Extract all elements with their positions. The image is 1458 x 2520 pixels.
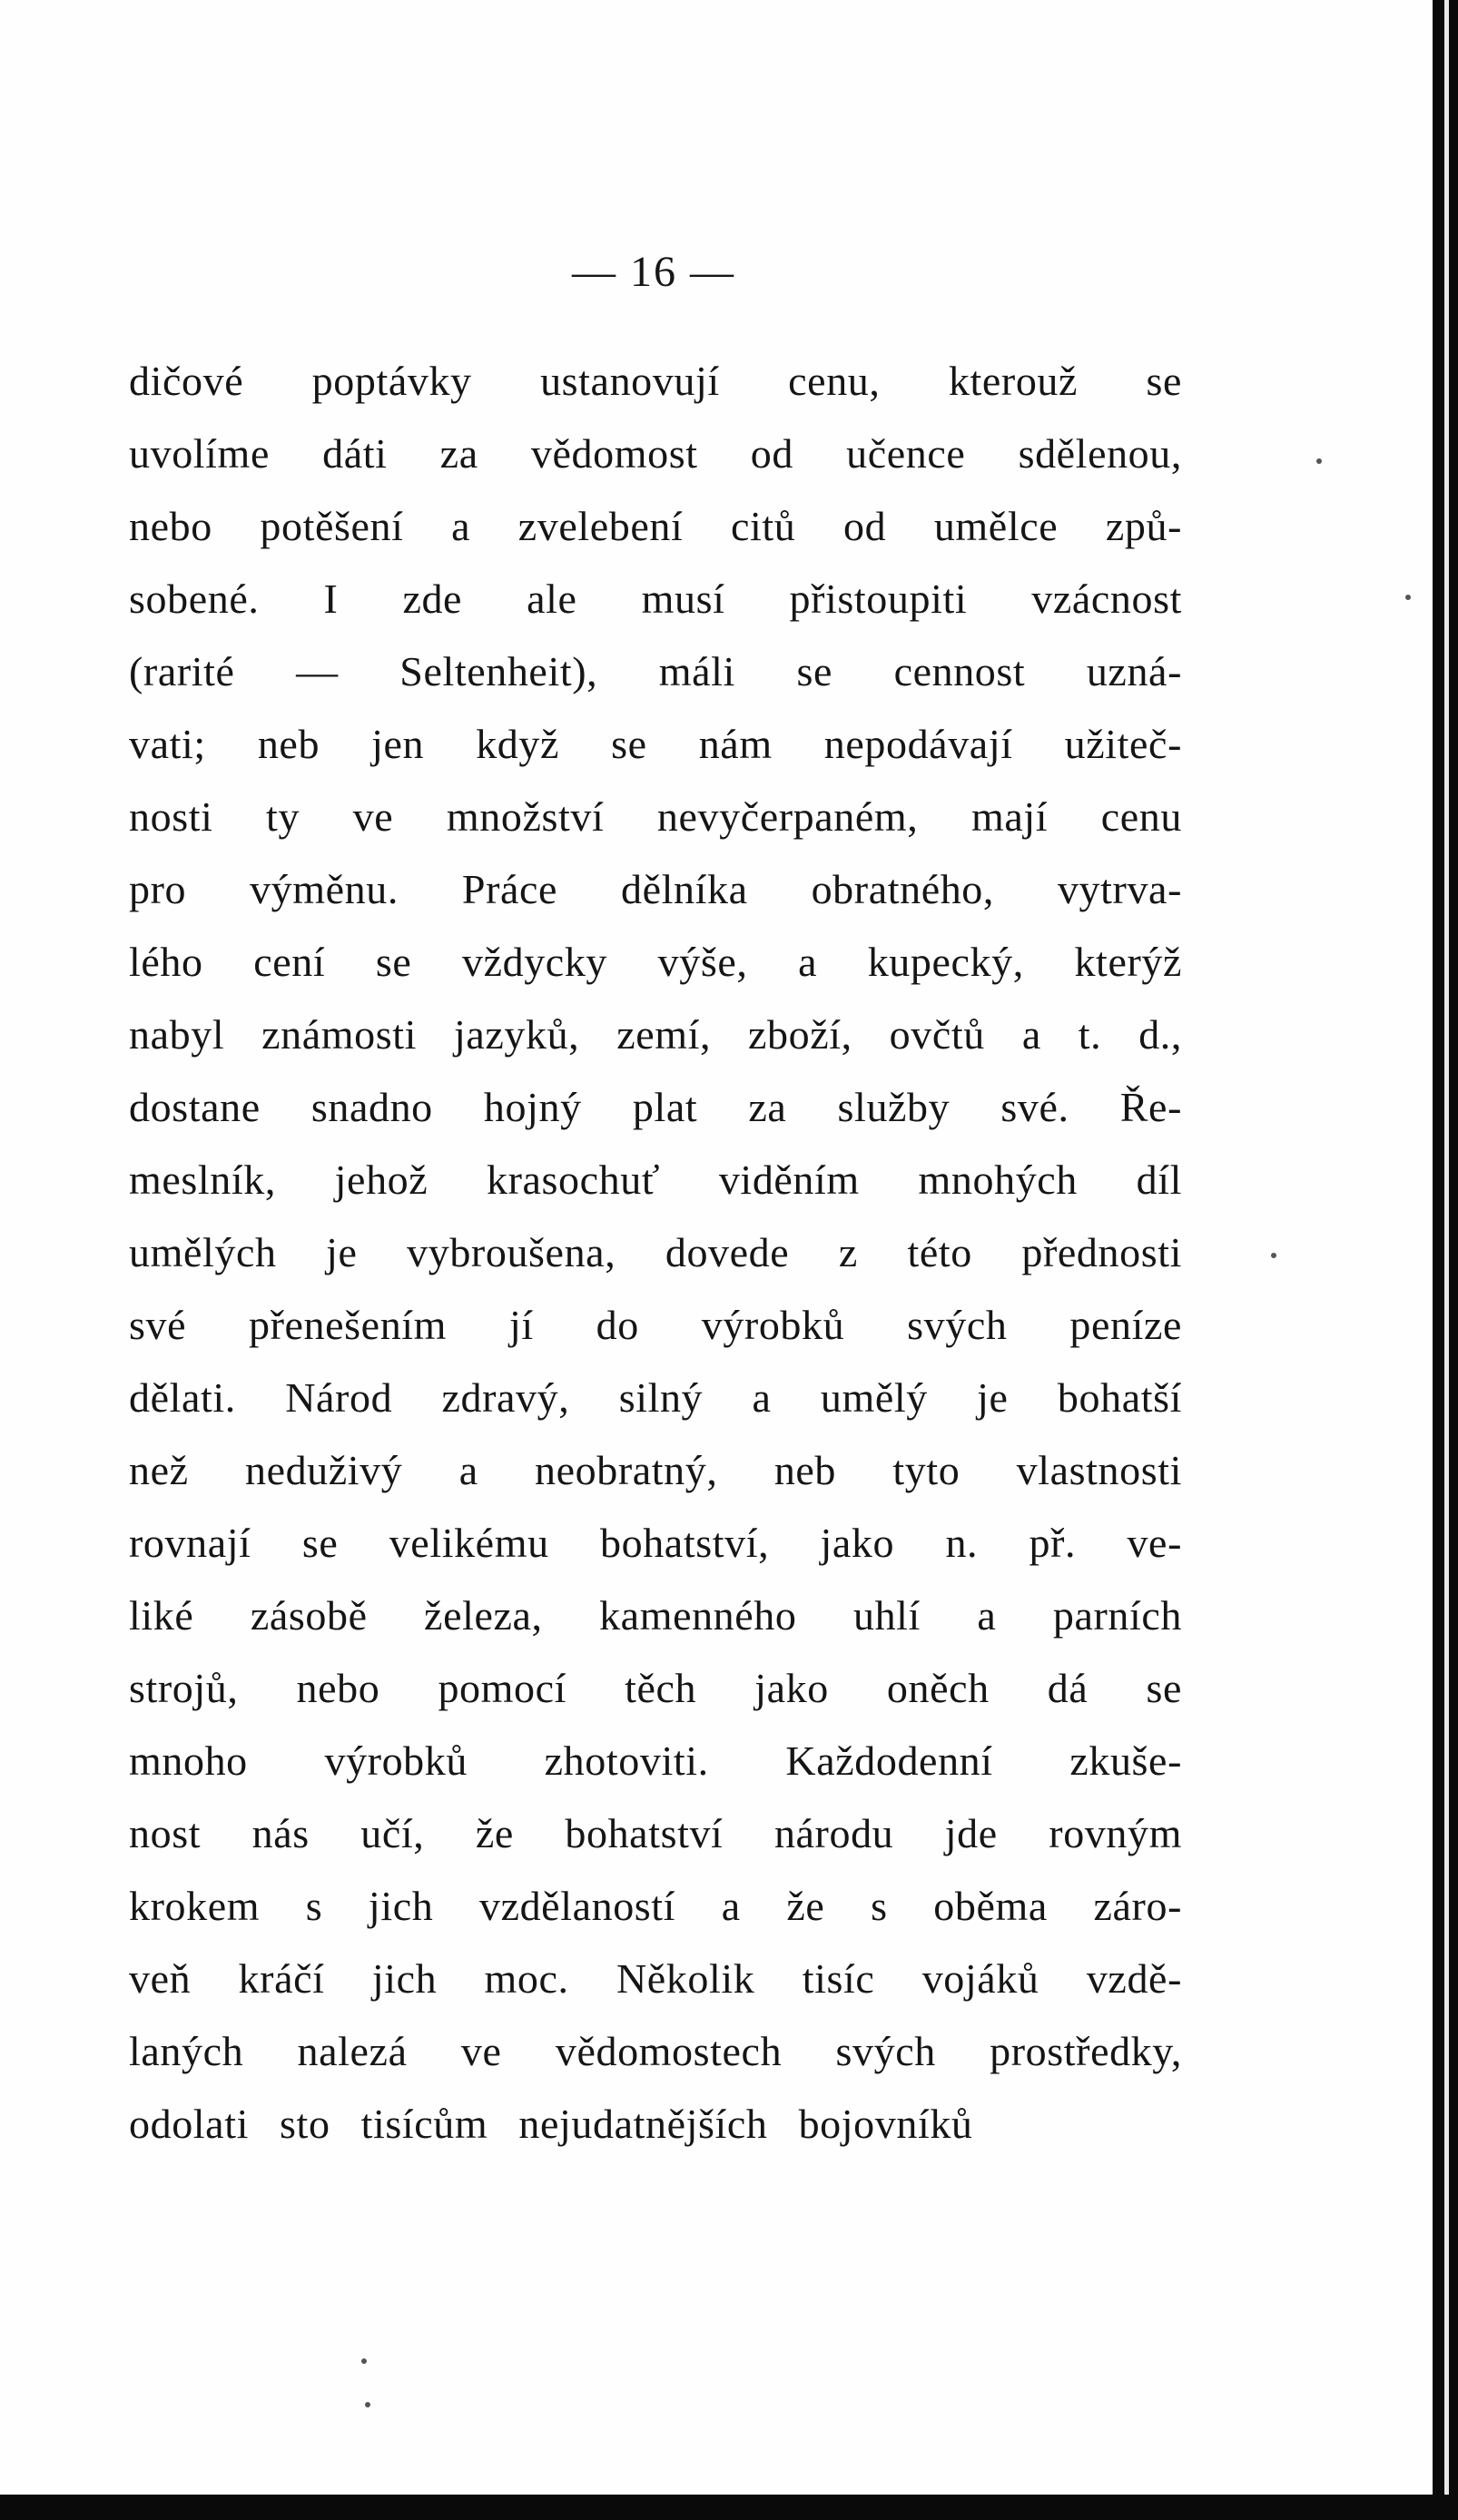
text-line: veň kráčí jich moc. Několik tisíc vojáků vzdě-	[129, 1955, 1182, 2002]
body-text	[129, 345, 1182, 2161]
text-line: uvolíme dáti za vědomost od učence sdělenou,	[129, 430, 1182, 477]
text-line: odolati sto tisícům nejudatnějších bojovníků	[129, 2101, 973, 2147]
text-line: nosti ty ve množství nevyčerpaném, mají cenu	[129, 793, 1182, 840]
text-line: nebo potěšení a zvelebení citů od umělce způ-	[129, 503, 1182, 549]
text-line: laných nalezá ve vědomostech svých prostředky,	[129, 2028, 1182, 2074]
scan-speck	[361, 2358, 367, 2364]
text-line: strojů, nebo pomocí těch jako oněch dá se	[129, 1665, 1182, 1711]
scan-speck	[1316, 458, 1322, 464]
text-line: liké zásobě železa, kamenného uhlí a parních	[129, 1592, 1182, 1639]
text-line: své přenešením jí do výrobků svých peníze	[129, 1302, 1182, 1348]
text-line: nabyl známosti jazyků, zemí, zboží, ovčtů a t. d.,	[129, 1011, 1182, 1058]
scan-speck	[1405, 595, 1411, 600]
scan-speck	[1271, 1253, 1276, 1258]
text-line: rovnají se velikému bohatství, jako n. př. ve-	[129, 1520, 1182, 1566]
text-line: dostane snadno hojný plat za služby své. Ře-	[129, 1084, 1182, 1130]
text-line: sobené. I zde ale musí přistoupiti vzácnost	[129, 576, 1182, 622]
text-line: dičové poptávky ustanovují cenu, kterouž se	[129, 358, 1182, 404]
text-line: dělati. Národ zdravý, silný a umělý je bohatší	[129, 1374, 1182, 1421]
text-line: meslník, jehož krasochuť viděním mnohých díl	[129, 1157, 1182, 1203]
text-line: nost nás učí, že bohatství národu jde rovným	[129, 1810, 1182, 1856]
text-line: krokem s jich vzdělaností a že s oběma záro-	[129, 1883, 1182, 1929]
scan-border-bottom	[0, 2495, 1458, 2520]
text-line: pro výměnu. Práce dělníka obratného, vytrva-	[129, 866, 1182, 912]
text-line: než neduživý a neobratný, neb tyto vlastnosti	[129, 1447, 1182, 1493]
text-line: vati; neb jen když se nám nepodávají užiteč-	[129, 721, 1182, 767]
page-number: — 16 —	[572, 248, 735, 296]
text-line: mnoho výrobků zhotoviti. Každodenní zkuše-	[129, 1737, 1182, 1784]
text-line: lého cení se vždycky výše, a kupecký, kterýž	[129, 939, 1182, 985]
scan-speck	[365, 2402, 370, 2407]
text-line: (rarité — Seltenheit), máli se cennost uzná-	[129, 648, 1182, 694]
text-line: umělých je vybroušena, dovede z této přednosti	[129, 1229, 1182, 1275]
scan-border-line	[1444, 0, 1449, 2520]
